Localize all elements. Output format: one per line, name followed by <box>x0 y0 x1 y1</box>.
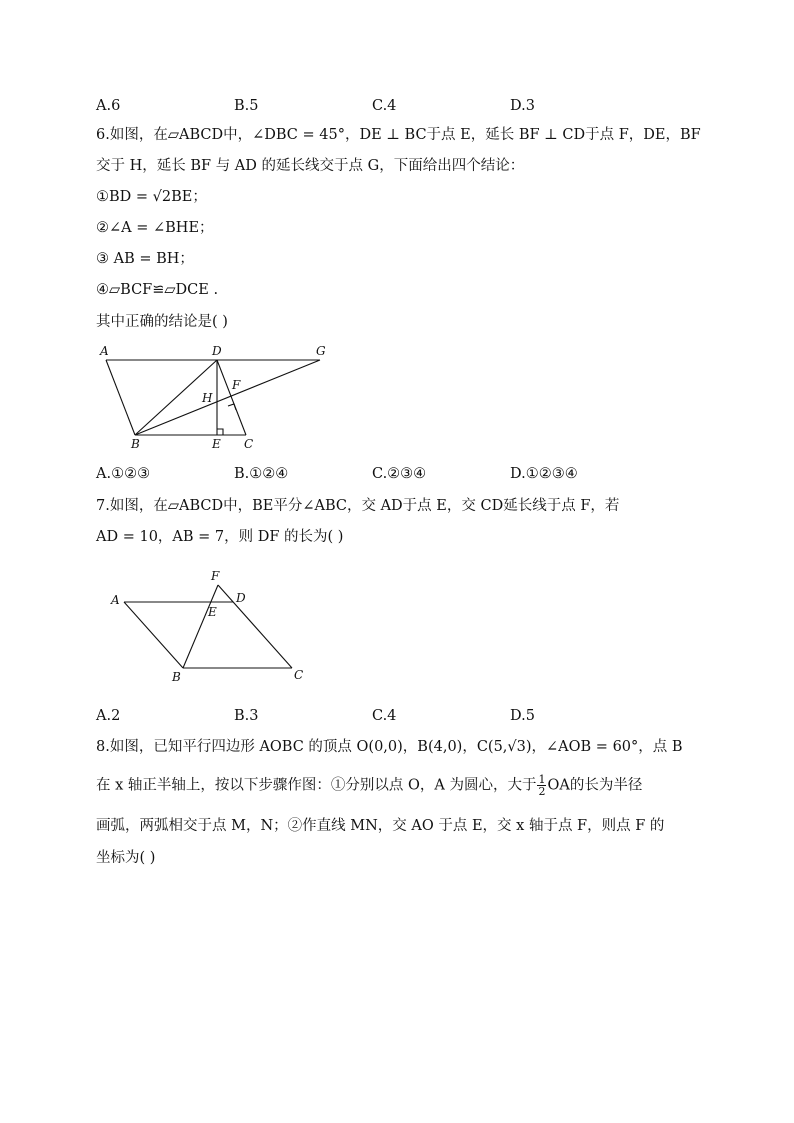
q8-half-fraction <box>537 774 546 797</box>
q6-option-b: B.①②④ <box>234 466 289 482</box>
q7-label-b: B <box>172 670 181 684</box>
q8-stem-line2-end: OA的长为半径 <box>547 777 643 794</box>
q5-option-a: A.6 <box>96 98 121 114</box>
q7-stem-line2: AD = 10，AB = 7，则 DF 的长为( ) <box>96 529 344 545</box>
q6-label-h: H <box>202 391 213 405</box>
q6-label-g: G <box>316 344 326 358</box>
q6-label-d: D <box>212 344 222 358</box>
q5-option-d: D.3 <box>510 98 535 114</box>
q7-stem-line1: 7.如图，在▱ABCD中，BE平分∠ABC，交 AD于点 E，交 CD延长线于点 F，若 <box>96 498 620 514</box>
q6-conclusion-3: ③ AB = BH； <box>96 251 194 267</box>
q7-option-c: C.4 <box>372 708 397 724</box>
q6-conclusion-4: ④▱BCF≌▱DCE . <box>96 282 219 298</box>
q5-option-b: B.5 <box>234 98 259 114</box>
q6-conclusion-1 <box>96 187 207 207</box>
q7-option-b: B.3 <box>234 708 259 724</box>
q6-label-c: C <box>244 437 254 451</box>
q6-conclusion-1-text: BD = √2BE； <box>109 189 207 205</box>
q7-label-c: C <box>294 668 304 682</box>
q8-stem-line2-start: 在 x 轴正半轴上，按以下步骤作图：①分别以点 O，A 为圆心，大于 <box>96 777 537 794</box>
q8-stem-line2 <box>96 774 642 797</box>
q6-stem-line2: 交于 H，延长 BF 与 AD 的延长线交于点 G，下面给出四个结论： <box>96 158 525 174</box>
q8-stem-line1: 8.如图，已知平行四边形 AOBC 的顶点 O(0,0)，B(4,0)，C(5,√3)，∠AOB = 60°，点 B <box>96 739 683 755</box>
q7-label-e: E <box>208 605 217 619</box>
q7-figure <box>108 568 308 683</box>
q8-stem-line4: 坐标为( ) <box>96 850 156 866</box>
q7-label-a: A <box>111 593 120 607</box>
q6-option-a: A.①②③ <box>96 466 151 482</box>
q6-label-e: E <box>212 437 221 451</box>
q5-option-c: C.4 <box>372 98 397 114</box>
q6-stem-line1: 6.如图，在▱ABCD中，∠DBC = 45°，DE ⊥ BC于点 E，延长 BF ⊥ CD于点 F，DE，BF <box>96 127 701 143</box>
q7-label-f: F <box>211 569 220 583</box>
q8-stem-line3: 画弧，两弧相交于点 M，N；②作直线 MN，交 AO 于点 E，交 x 轴于点 F，则点 F 的 <box>96 818 665 834</box>
q8-fraction-denominator: 2 <box>538 785 546 798</box>
q6-label-b: B <box>131 437 140 451</box>
q6-option-c: C.②③④ <box>372 466 427 482</box>
q6-label-a: A <box>100 344 109 358</box>
q6-option-d: D.①②③④ <box>510 466 578 482</box>
q7-option-d: D.5 <box>510 708 535 724</box>
q6-prompt: 其中正确的结论是( ) <box>96 314 228 330</box>
q6-conclusion-1-mark: ① <box>96 189 109 205</box>
q6-label-f: F <box>232 378 241 392</box>
q7-label-d: D <box>236 591 246 605</box>
q7-option-a: A.2 <box>96 708 121 724</box>
q6-conclusion-2: ②∠A = ∠BHE； <box>96 220 214 236</box>
q8-fraction-numerator: 1 <box>538 773 546 786</box>
q6-figure <box>96 340 336 455</box>
